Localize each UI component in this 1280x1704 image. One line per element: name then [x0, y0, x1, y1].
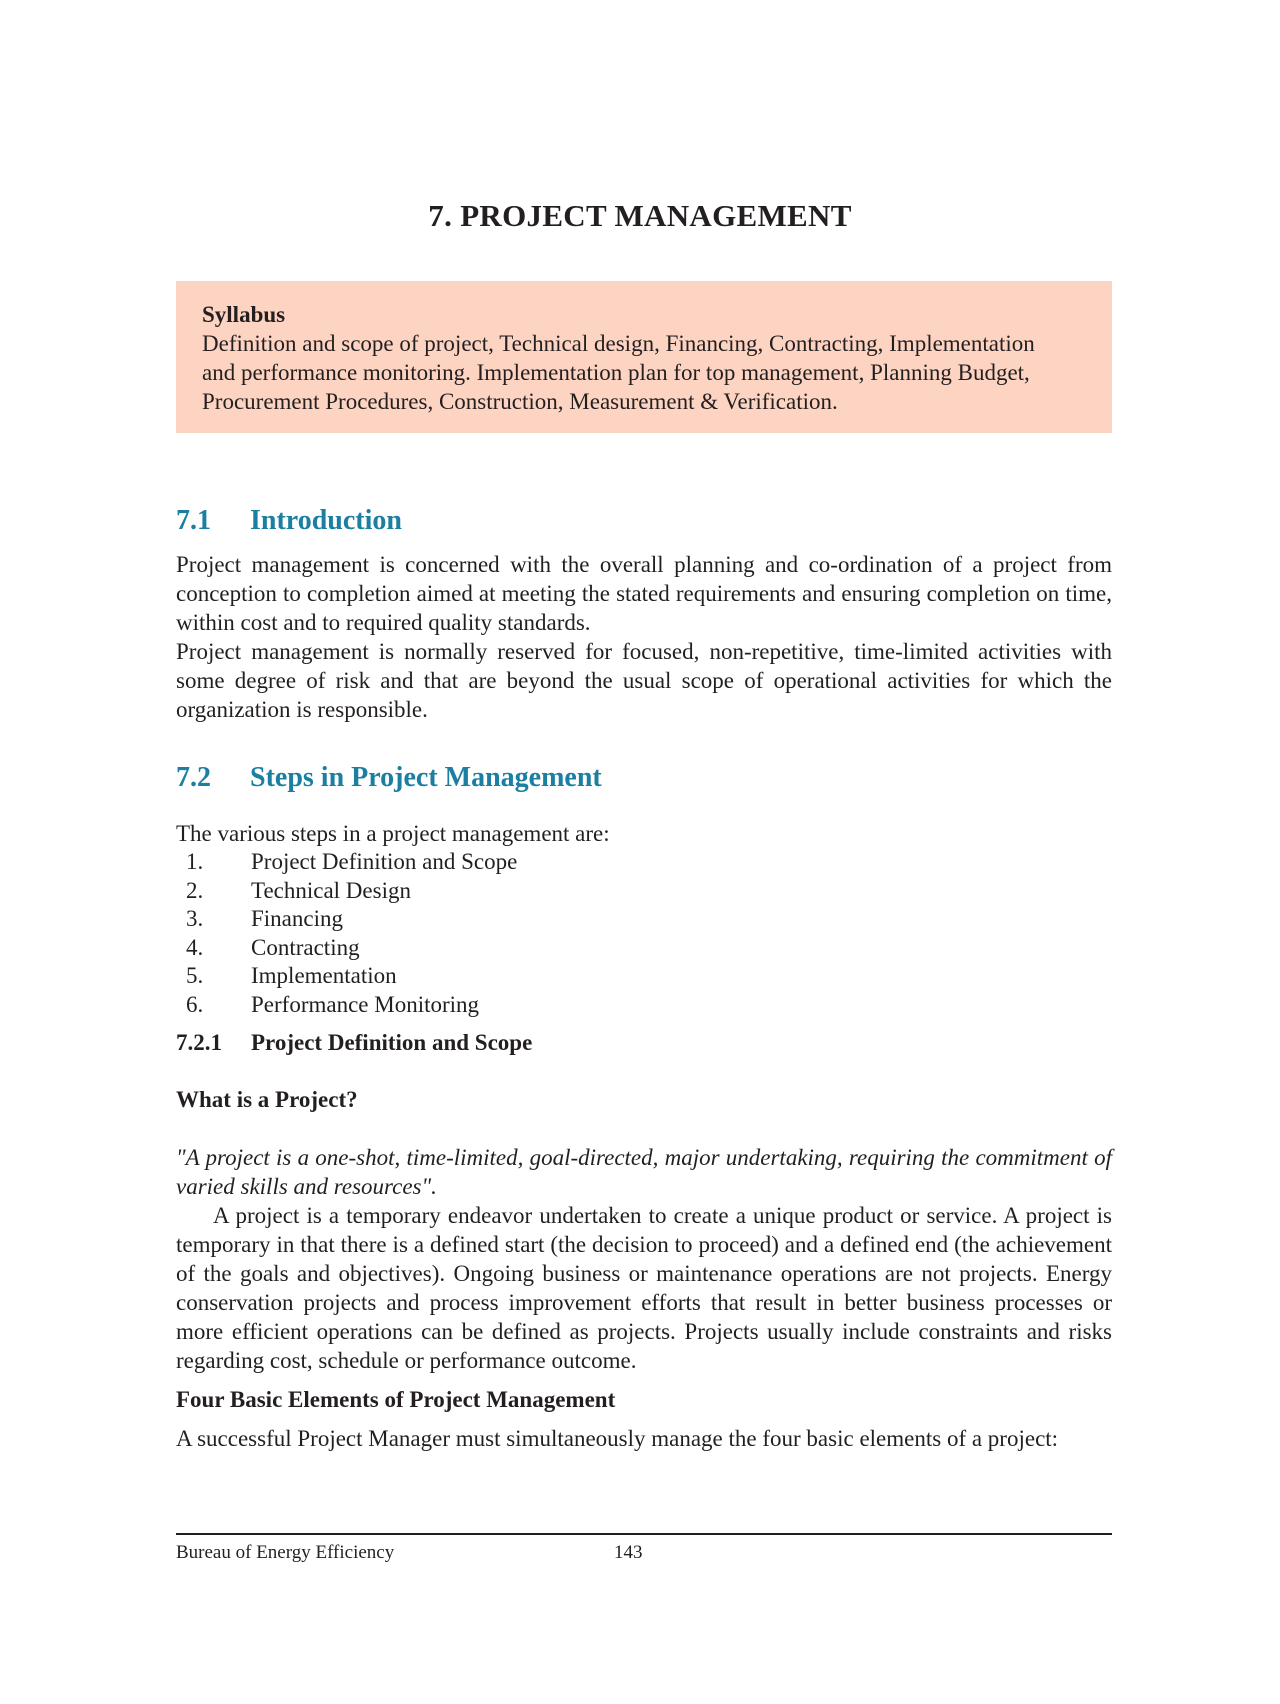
quote: "A project is a one-shot, time-limited, goal-directed, major undertaking, requiring the commitment of varied skills and resources".	[176, 1145, 1112, 1199]
paragraph: Project management is concerned with the overall planning and co-ordination of a project from conception to completion aimed at meeting the stated requirements and ensuring completion on time, within cost and to required quality standards.	[176, 552, 1112, 635]
list-label: Contracting	[251, 934, 360, 960]
paragraph: A project is a temporary endeavor undertaken to create a unique product or service. A project is temporary in that there is a defined start (the decision to proceed) and a defined end (the achievement of the goals and objectives). Ongoing business or maintenance operations are not projects. Energy conservation projects and process improvement efforts that result in better business processes or more efficient operations can be defined as projects. Projects usually include constraints and risks regarding cost, schedule or performance outcome.	[176, 1203, 1112, 1373]
section-heading-introduction	[176, 505, 402, 537]
list-number: 5.	[186, 963, 204, 988]
footer-publisher: Bureau of Energy Efficiency	[176, 1542, 395, 1563]
footer-divider	[176, 1533, 1112, 1535]
list-item	[176, 962, 776, 991]
subsection-heading	[176, 1030, 532, 1056]
list-item	[176, 991, 776, 1020]
subsection-title: Project Definition and Scope	[251, 1030, 533, 1055]
list-number: 1.	[186, 849, 204, 874]
list-label: Implementation	[251, 963, 397, 988]
section-number: 7.2	[176, 762, 211, 793]
section-number: 7.1	[176, 505, 211, 536]
syllabus-line: and performance monitoring. Implementation plan for top management, Planning Budget,	[202, 360, 1030, 385]
list-item	[176, 934, 776, 963]
list-number: 2.	[186, 877, 204, 903]
list-number: 4.	[186, 934, 204, 960]
syllabus-box	[176, 281, 1112, 433]
section-heading-steps	[176, 762, 602, 794]
syllabus-line: Procurement Procedures, Construction, Measurement & Verification.	[202, 389, 838, 414]
list-number: 6.	[186, 991, 204, 1017]
list-label: Project Definition and Scope	[251, 849, 518, 874]
syllabus-heading: Syllabus	[202, 302, 286, 327]
syllabus-line: Definition and scope of project, Technical design, Financing, Contracting, Implementation	[202, 331, 1035, 356]
steps-list	[176, 848, 776, 1019]
subsection-number: 7.2.1	[176, 1030, 222, 1055]
question-heading: What is a Project?	[176, 1087, 358, 1112]
page-number: 143	[614, 1542, 643, 1563]
list-item	[176, 877, 776, 906]
elements-heading: Four Basic Elements of Project Management	[176, 1387, 616, 1412]
project-definition-text	[176, 1143, 1112, 1375]
list-number: 3.	[186, 906, 204, 931]
list-label: Financing	[251, 906, 343, 931]
list-label: Technical Design	[251, 877, 411, 903]
list-item	[176, 848, 776, 877]
list-label: Performance Monitoring	[251, 991, 480, 1017]
paragraph: Project management is normally reserved for focused, non-repetitive, time-limited activities with some degree of risk and that are beyond the usual scope of operational activities for which the organization is responsible.	[176, 639, 1112, 722]
steps-intro: The various steps in a project management are:	[176, 821, 610, 846]
introduction-text	[176, 550, 1112, 724]
chapter-title: 7. PROJECT MANAGEMENT	[428, 198, 852, 233]
list-item	[176, 905, 776, 934]
elements-intro: A successful Project Manager must simultaneously manage the four basic elements of a project:	[176, 1426, 1059, 1451]
section-title: Steps in Project Management	[250, 762, 602, 793]
section-title: Introduction	[250, 505, 402, 536]
